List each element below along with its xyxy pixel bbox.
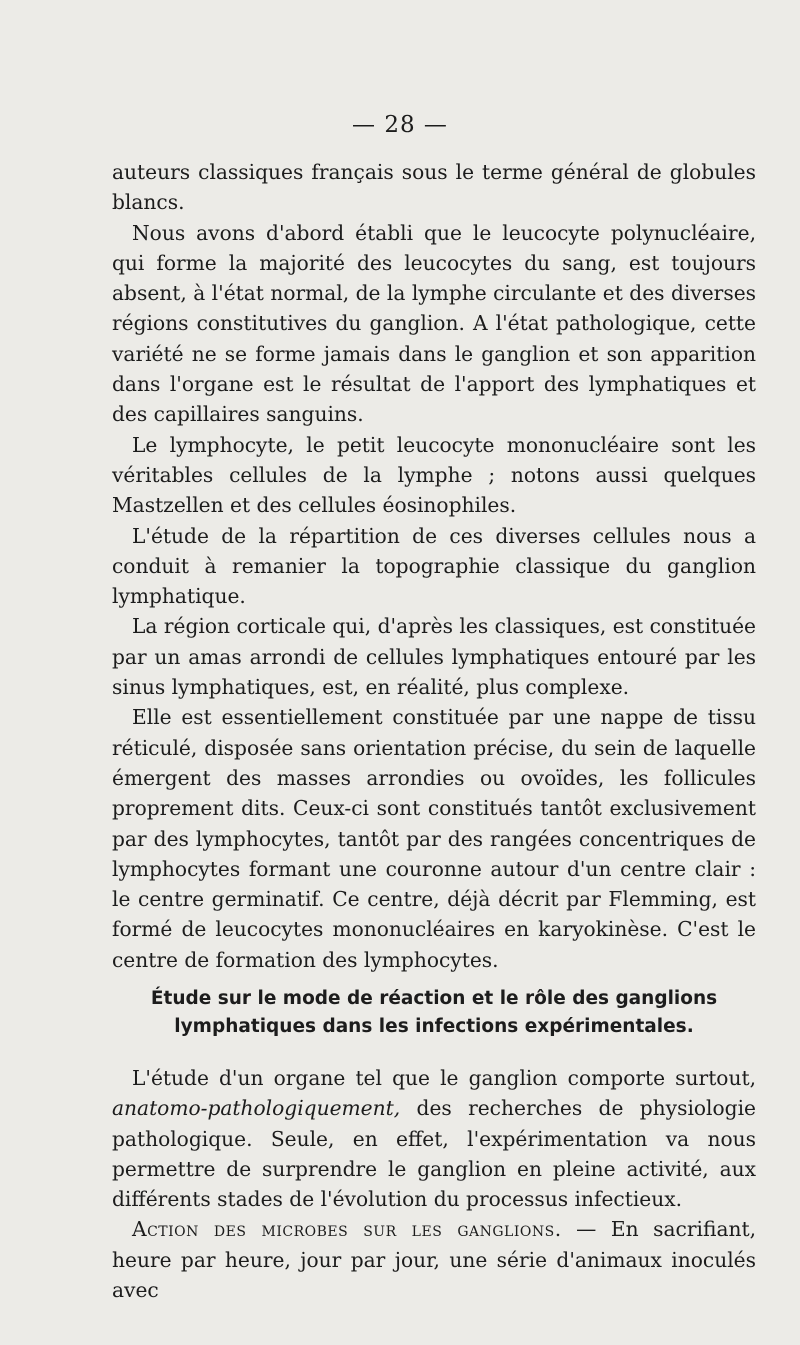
section-p1-end: des recherches de physiologie pathologique. Seule, en effet, l'expérimentation va nous permettre de surprendre le ganglion en pleine activité, aux différents stades de l'évolution du processus infectieux.: [112, 1096, 756, 1212]
section-p2-smallcaps: Action des microbes sur les ganglions.: [132, 1217, 562, 1242]
page-number: — 28 —: [352, 112, 448, 138]
section-paragraph-2: [112, 1214, 756, 1305]
paragraph-1: auteurs classiques français sous le terme général de globules blancs.: [112, 160, 756, 215]
section-p1-start: L'étude d'un organe tel que le ganglion comporte surtout,: [132, 1066, 756, 1090]
paragraph-4: L'étude de la répartition de ces diverses cellules nous a conduit à remanier la topographie classique du ganglion lymphatique.: [112, 523, 756, 609]
paragraph-5: La région corticale qui, d'après les classiques, est constituée par un amas arrondi de cellules lymphatiques entouré par les sinus lymphatiques, est, en réalité, plus complexe.: [112, 614, 756, 700]
section-heading: Étude sur le mode de réaction et le rôle des ganglions lymphatiques dans les infections expérimentales.: [150, 988, 718, 1037]
paragraph-3: Le lymphocyte, le petit leucocyte mononucléaire sont les véritables cellules de la lymphe ; notons aussi quelques Mastzellen et des cellules éosinophiles.: [112, 432, 756, 518]
section-paragraph-1: [112, 1063, 756, 1214]
section-p1-italic: anatomo-pathologiquement,: [112, 1096, 401, 1121]
section-body: [112, 1063, 756, 1305]
paragraph-2: Nous avons d'abord établi que le leucocyte polynucléaire, qui forme la majorité des leucocytes du sang, est toujours absent, à l'état normal, de la lymphe circulante et des diverses régions constitutives du ganglion. A l'état pathologique, cette variété ne se forme jamais dans le ganglion et son apparition dans l'organe est le résultat de l'apport des lymphatiques et des capillaires sanguins.: [112, 220, 756, 427]
paragraph-6: Elle est essentiellement constituée par une nappe de tissu réticulé, disposée sans orientation précise, du sein de laquelle émergent des masses arrondies ou ovoïdes, les follicules proprement dits. Ceux-ci sont constitués tantôt exclusivement par des lymphocytes, tantôt par des rangées concentriques de lymphocytes formant une couronne autour d'un centre clair : le centre germinatif. Ce centre, déjà décrit par Flemming, est formé de leucocytes mononucléaires en karyokinèse. C'est le centre de formation des lymphocytes.: [112, 705, 756, 972]
section-p2-rest: — En sacrifiant, heure par heure, jour par jour, une série d'animaux inoculés avec: [112, 1217, 757, 1303]
page-body: [112, 157, 756, 975]
